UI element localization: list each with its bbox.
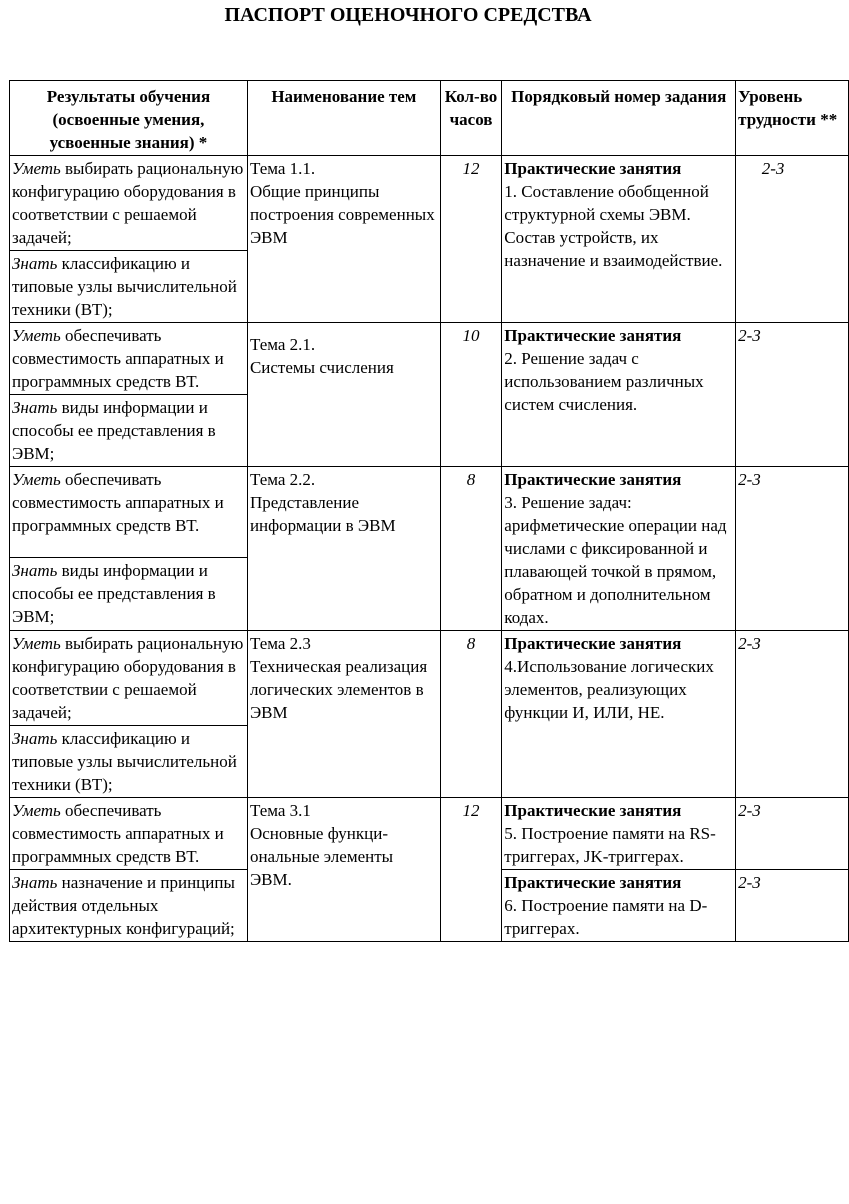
theme-cell <box>247 798 440 942</box>
theme-number: Тема 2.2. <box>249 470 316 489</box>
table-row <box>10 631 849 726</box>
result-verb: Уметь <box>12 470 61 489</box>
header-results: Результаты обучения (освоенные умения, усвоенные знания) * <box>10 81 248 156</box>
task-text: 4.Использование логических элементов, реализующих функции И, ИЛИ, НЕ. <box>504 657 714 722</box>
difficulty-cell: 2-3 <box>736 323 849 467</box>
task-cell <box>502 870 736 942</box>
result-text: обеспечивать совместимость аппаратных и программных средств ВТ. <box>12 801 224 866</box>
result-cell <box>10 726 248 798</box>
table-row <box>10 467 849 558</box>
theme-cell <box>247 156 440 323</box>
result-cell <box>10 870 248 942</box>
result-cell <box>10 467 248 558</box>
theme-number: Тема 2.3 <box>249 634 311 653</box>
header-themes: Наименование тем <box>247 81 440 156</box>
result-cell <box>10 251 248 323</box>
theme-cell <box>247 631 440 798</box>
result-verb: Уметь <box>12 159 61 178</box>
difficulty-cell: 2-3 <box>736 631 849 798</box>
task-text: 6. Построение памяти на D-триггерах. <box>504 896 708 938</box>
theme-name: Основные функци-ональные элементы ЭВМ. <box>249 824 394 889</box>
table-header-row <box>10 81 849 156</box>
difficulty-cell: 2-3 <box>736 156 849 323</box>
theme-name: Техническая реализация логических элементов в ЭВМ <box>249 657 428 722</box>
task-text: 1. Составление обобщенной структурной схемы ЭВМ. Состав устройств, их назначение и взаимодействие. <box>504 182 723 270</box>
result-text: назначение и принципы действия отдельных архитектурных конфигураций; <box>12 873 235 938</box>
theme-number: Тема 3.1 <box>249 801 311 820</box>
hours-cell: 10 <box>440 323 502 467</box>
table-row <box>10 323 849 395</box>
task-label: Практические занятия <box>504 159 682 178</box>
table-row <box>10 798 849 870</box>
task-cell <box>502 631 736 798</box>
result-verb: Знать <box>12 254 58 273</box>
assessment-passport-table <box>9 80 849 942</box>
result-verb: Знать <box>12 561 58 580</box>
task-label: Практические занятия <box>504 634 682 653</box>
task-label: Практические занятия <box>504 801 682 820</box>
result-text: виды информации и способы ее представления в ЭВМ; <box>12 561 216 626</box>
theme-name: Системы счисления <box>249 358 394 377</box>
task-label: Практические занятия <box>504 326 682 345</box>
task-cell <box>502 798 736 870</box>
task-label: Практические занятия <box>504 873 682 892</box>
result-text: обеспечивать совместимость аппаратных и программных средств ВТ. <box>12 470 224 535</box>
result-text: классификацию и типовые узлы вычислительной техники (ВТ); <box>12 729 237 794</box>
theme-cell <box>247 323 440 467</box>
task-text: 3. Решение задач: арифметические операции над числами с фиксированной и плавающей точкой в прямом, обратном и дополнительном кодах. <box>504 493 727 627</box>
task-cell <box>502 323 736 467</box>
result-text: выбирать рациональную конфигурацию оборудования в соответствии с решаемой задачей; <box>12 634 244 722</box>
header-task-number: Порядковый номер задания <box>502 81 736 156</box>
hours-cell: 12 <box>440 156 502 323</box>
result-cell <box>10 156 248 251</box>
result-verb: Знать <box>12 729 58 748</box>
result-text: виды информации и способы ее представления в ЭВМ; <box>12 398 216 463</box>
theme-name: Представление информации в ЭВМ <box>249 493 396 535</box>
page-title: ПАСПОРТ ОЦЕНОЧНОГО СРЕДСТВА <box>224 4 592 26</box>
task-cell <box>502 156 736 323</box>
result-cell <box>10 631 248 726</box>
result-verb: Знать <box>12 398 58 417</box>
result-text: классификацию и типовые узлы вычислительной техники (ВТ); <box>12 254 237 319</box>
result-verb: Уметь <box>12 326 61 345</box>
theme-name: Общие принципы построения современных ЭВМ <box>249 182 435 247</box>
result-verb: Уметь <box>12 634 61 653</box>
result-cell <box>10 323 248 395</box>
theme-cell <box>247 467 440 631</box>
task-text: 5. Построение памяти на RS-триггерах, JK-триггерах. <box>504 824 716 866</box>
header-hours: Кол-во часов <box>440 81 502 156</box>
table-row <box>10 156 849 251</box>
task-label: Практические занятия <box>504 470 682 489</box>
task-cell <box>502 467 736 631</box>
result-cell <box>10 395 248 467</box>
hours-cell: 8 <box>440 631 502 798</box>
result-text: выбирать рациональную конфигурацию оборудования в соответствии с решаемой задачей; <box>12 159 244 247</box>
hours-cell: 12 <box>440 798 502 942</box>
result-cell <box>10 798 248 870</box>
header-difficulty: Уровень трудности ** <box>736 81 849 156</box>
hours-cell: 8 <box>440 467 502 631</box>
difficulty-cell: 2-3 <box>736 870 849 942</box>
result-verb: Уметь <box>12 801 61 820</box>
theme-number: Тема 2.1. <box>249 335 316 354</box>
theme-number: Тема 1.1. <box>249 159 316 178</box>
result-text: обеспечивать совместимость аппаратных и программных средств ВТ. <box>12 326 224 391</box>
difficulty-cell: 2-3 <box>736 467 849 631</box>
result-verb: Знать <box>12 873 58 892</box>
result-cell <box>10 558 248 631</box>
task-text: 2. Решение задач с использованием различных систем счисления. <box>504 349 704 414</box>
difficulty-cell: 2-3 <box>736 798 849 870</box>
